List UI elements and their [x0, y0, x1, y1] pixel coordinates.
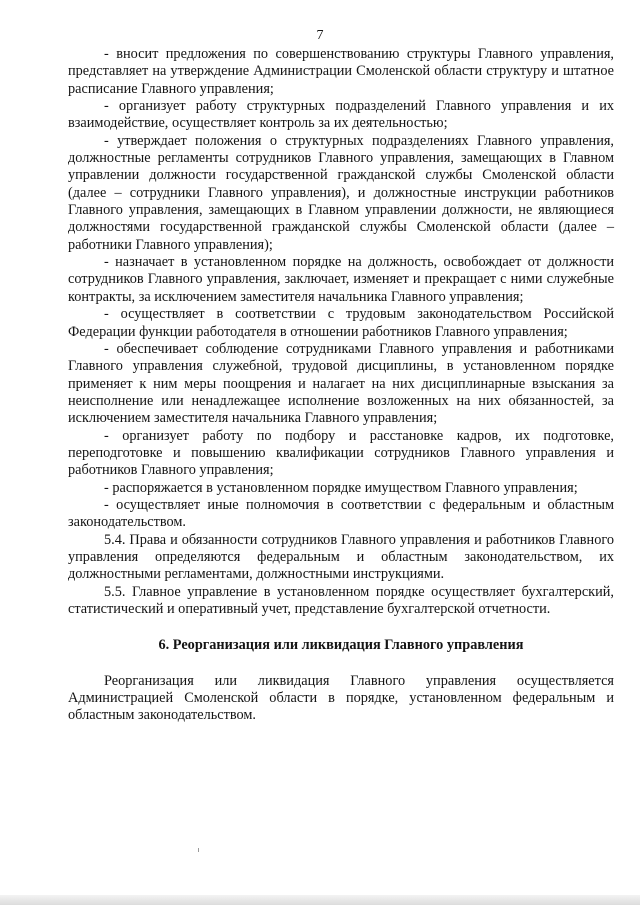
paragraph-organizes-units: - организует работу структурных подразделений Главного управления и их взаимодействие, осуществляет контроль за их деятельностью; [68, 98, 614, 132]
paragraph-5-5: 5.5. Главное управление в установленном порядке осуществляет бухгалтерский, статистический и оперативный учет, представление бухгалтерской отчетности. [68, 583, 614, 617]
section-6-text: Реорганизация или ликвидация Главного управления осуществляется Администрацией Смоленской области в порядке, установленном федеральным и областным законодательством. [68, 672, 614, 724]
paragraph-5-4: 5.4. Права и обязанности сотрудников Главного управления и работников Главного управления определяются федеральным и областным законодательством, их должностными регламентами, должностными инструкциями. [68, 531, 614, 583]
document-body [68, 46, 614, 725]
paragraph-structure-proposals: - вносит предложения по совершенствованию структуры Главного управления, представляет на утверждение Администрации Смоленской области структуру и штатное расписание Главного управления; [68, 46, 614, 97]
scan-bottom-edge [0, 895, 640, 905]
page-number: 7 [316, 28, 324, 43]
paragraph-other-powers: - осуществляет иные полномочия в соответствии с федеральным и областным законодательством. [68, 496, 614, 531]
paragraph-personnel-training: - организует работу по подбору и расстановке кадров, их подготовке, переподготовке и повышению квалификации сотрудников Главного управления и работников Главного управления; [68, 427, 614, 479]
paragraph-property: - распоряжается в установленном порядке имуществом Главного управления; [104, 479, 578, 496]
paragraph-appoints-staff: - назначает в установленном порядке на должность, освобождает от должности сотрудников Главного управления, заключает, изменяет и прекращает с ними служебные контракты, за исключением заместителя начальника Главного управления; [68, 254, 614, 305]
paragraph-employer-functions: - осуществляет в соответствии с трудовым законодательством Российской Федерации функции работодателя в отношении работников Главного управления; [68, 306, 614, 340]
paragraph-discipline: - обеспечивает соблюдение сотрудниками Главного управления и работниками Главного управления служебной, трудовой дисциплины, в установленном порядке применяет к ним меры поощрения и налагает на них дисциплинарные взыскания за неисполнение или ненадлежащее исполнение возложенных на них обязанностей, за исключением заместителя начальника Главного управления; [68, 340, 614, 427]
scan-speck [198, 848, 199, 852]
paragraph-approves-regulations: - утверждает положения о структурных подразделениях Главного управления, должностные регламенты сотрудников Главного управления, замещающих в Главном управлении должности государственной гражданской службы Смоленской области (далее – сотрудники Главного управления), и должностные инструкции работников Главного управления, замещающих в Главном управлении должности, не являющиеся должностями государственной гражданской службы Смоленской области (далее – работники Главного управления); [68, 132, 614, 253]
section-6-heading: 6. Реорганизация или ликвидация Главного управления [158, 637, 524, 654]
